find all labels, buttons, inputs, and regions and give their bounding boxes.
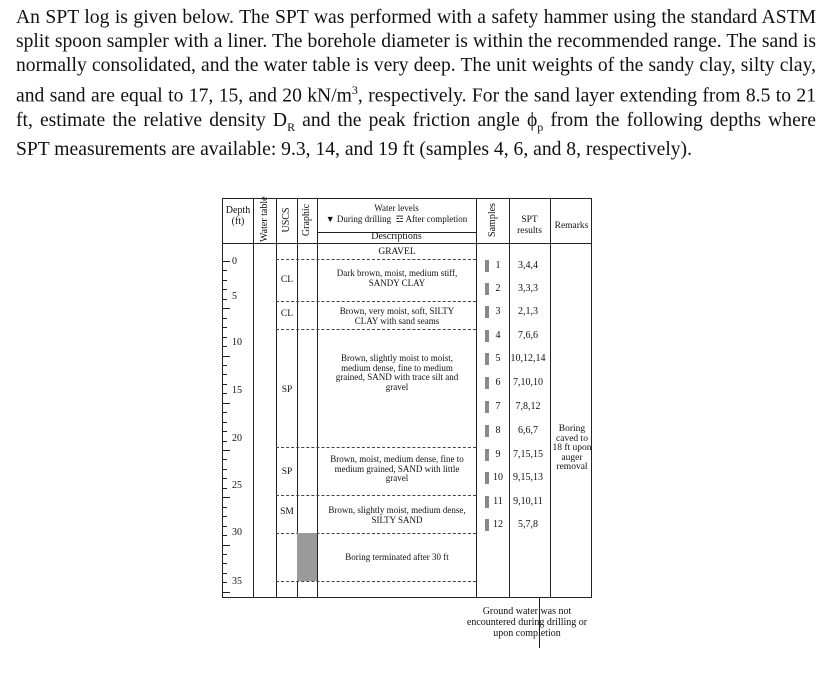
depth-tick xyxy=(223,459,227,460)
sample-number: 2 xyxy=(495,283,501,294)
description-layer: Brown, moist, medium dense, fine to medium grained, SAND with little gravel xyxy=(330,454,464,483)
depth-label: 5 xyxy=(232,291,237,302)
uscs-code: SM xyxy=(280,507,294,517)
depth-label: 10 xyxy=(232,337,242,348)
description-layer: Brown, slightly moist, medium dense, SILTY SAND xyxy=(328,505,466,525)
header-depth: Depth (ft) xyxy=(225,205,251,227)
depth-tick xyxy=(223,422,227,423)
superscript-3: 3 xyxy=(351,83,358,97)
depth-tick xyxy=(223,526,227,527)
col-divider xyxy=(509,199,510,597)
depth-tick xyxy=(223,289,227,290)
spt-value: 2,1,3 xyxy=(518,306,538,317)
sample-number: 11 xyxy=(493,496,503,507)
header-descriptions: Descriptions xyxy=(371,231,422,242)
header-remarks: Remarks xyxy=(554,221,589,231)
sample-number: 1 xyxy=(495,260,501,271)
spt-value: 6,6,7 xyxy=(518,425,538,436)
spt-value: 9,10,11 xyxy=(513,496,543,507)
depth-tick xyxy=(223,337,227,338)
depth-tick xyxy=(223,582,227,583)
problem-text-3: and the peak friction angle ϕ xyxy=(295,109,538,131)
layer-boundary xyxy=(276,301,476,302)
header-graphic: Graphic xyxy=(301,203,312,237)
layer-boundary xyxy=(276,259,476,260)
sample-number: 7 xyxy=(495,401,501,412)
subscript-r: R xyxy=(287,119,296,134)
remarks-text: Boring caved to 18 ft upon auger removal xyxy=(552,424,592,472)
spt-value: 10,12,14 xyxy=(510,353,546,364)
spt-value: 5,7,8 xyxy=(518,519,538,530)
description-layer: Brown, slightly moist to moist, medium dense, fine to medium grained, SAND with trace silt and gravel xyxy=(335,353,459,392)
header-samples: Samples xyxy=(487,203,498,237)
depth-tick xyxy=(223,545,230,546)
description-gravel: GRAVEL xyxy=(378,247,416,257)
header-water-table: Water table xyxy=(259,196,270,242)
col-divider xyxy=(550,199,551,597)
description-terminated: Boring terminated after 30 ft xyxy=(345,552,449,562)
depth-tick xyxy=(223,592,230,593)
header-divider xyxy=(223,243,591,244)
depth-label: 30 xyxy=(232,527,242,538)
sample-number: 6 xyxy=(495,377,501,388)
depth-label: 20 xyxy=(232,433,242,444)
spt-value: 7,15,15 xyxy=(513,449,543,460)
description-layer: Brown, very moist, soft, SILTY CLAY with sand seams xyxy=(339,306,455,326)
graphic-fill xyxy=(297,533,317,581)
depth-tick xyxy=(223,488,227,489)
depth-tick xyxy=(223,478,227,479)
problem-text-2: , respectively. For the sand layer extending from 8.5 to 21 ft, estimate the relative density D xyxy=(16,85,816,131)
uscs-code: CL xyxy=(280,275,294,285)
description-layer: Dark brown, moist, medium stiff, SANDY CLAY xyxy=(336,268,458,288)
sample-number: 5 xyxy=(495,353,501,364)
depth-label: 25 xyxy=(232,480,242,491)
depth-tick xyxy=(223,299,227,300)
header-uscs: USCS xyxy=(281,207,292,233)
spt-value: 7,6,6 xyxy=(518,330,538,341)
groundwater-note: Ground water was not encountered during drilling or upon completion xyxy=(466,606,588,639)
sample-number: 12 xyxy=(493,519,503,530)
sample-number: 4 xyxy=(495,330,501,341)
uscs-code: SP xyxy=(281,467,293,477)
depth-tick xyxy=(223,403,230,404)
depth-tick xyxy=(223,469,227,470)
problem-text-1: An SPT log is given below. The SPT was performed with a safety hammer using the standard ASTM split spoon sampler with a liner. The borehole diameter is within the recommended range. The sand is normally consolidated, and the water table is very deep. The unit weights of the sandy clay, silty clay, and sand are equal to 17, 15, and 20 kN/m xyxy=(16,7,816,107)
layer-boundary xyxy=(276,447,476,448)
depth-tick xyxy=(223,384,227,385)
depth-tick xyxy=(223,507,227,508)
depth-tick xyxy=(223,497,230,498)
header-water-levels: Water levels ▼ During drilling ☲ After completion xyxy=(325,203,468,224)
depth-tick xyxy=(223,535,227,536)
depth-tick xyxy=(223,346,227,347)
depth-tick xyxy=(223,563,227,564)
subscript-p: p xyxy=(537,119,544,134)
depth-tick xyxy=(223,327,227,328)
spt-log-table xyxy=(222,198,592,598)
depth-tick xyxy=(223,450,230,451)
spt-value: 3,3,3 xyxy=(518,283,538,294)
sample-number: 8 xyxy=(495,425,501,436)
depth-tick xyxy=(223,393,227,394)
depth-tick xyxy=(223,261,230,262)
col-divider xyxy=(253,199,254,597)
problem-statement xyxy=(16,6,816,162)
depth-tick xyxy=(223,280,227,281)
depth-tick xyxy=(223,356,230,357)
layer-boundary xyxy=(276,495,476,496)
spt-value: 3,4,4 xyxy=(518,260,538,271)
spt-value: 9,15,13 xyxy=(513,472,543,483)
depth-label: 0 xyxy=(232,256,237,267)
layer-boundary xyxy=(276,329,476,330)
col-divider xyxy=(476,199,477,597)
depth-tick xyxy=(223,412,227,413)
sample-number: 9 xyxy=(495,449,501,460)
depth-label: 35 xyxy=(232,576,242,587)
depth-tick xyxy=(223,431,227,432)
sample-number: 10 xyxy=(493,472,503,483)
depth-tick xyxy=(223,441,227,442)
depth-tick xyxy=(223,270,227,271)
depth-tick xyxy=(223,554,227,555)
depth-tick xyxy=(223,308,230,309)
sample-number: 3 xyxy=(495,306,501,317)
uscs-code: SP xyxy=(281,385,293,395)
depth-label: 15 xyxy=(232,385,242,396)
spt-value: 7,8,12 xyxy=(515,401,541,412)
depth-tick xyxy=(223,374,227,375)
uscs-code: CL xyxy=(280,309,294,319)
depth-tick xyxy=(223,365,227,366)
layer-boundary xyxy=(276,581,476,582)
depth-tick xyxy=(223,318,227,319)
depth-tick xyxy=(223,516,227,517)
problem-text-4: from the following depths where SPT measurements are available: 9.3, 14, and 19 ft (samples 4, 6, and 8, respectively). xyxy=(16,109,816,161)
spt-value: 7,10,10 xyxy=(513,377,543,388)
header-spt-results: SPT results xyxy=(517,215,542,236)
depth-tick xyxy=(223,573,227,574)
